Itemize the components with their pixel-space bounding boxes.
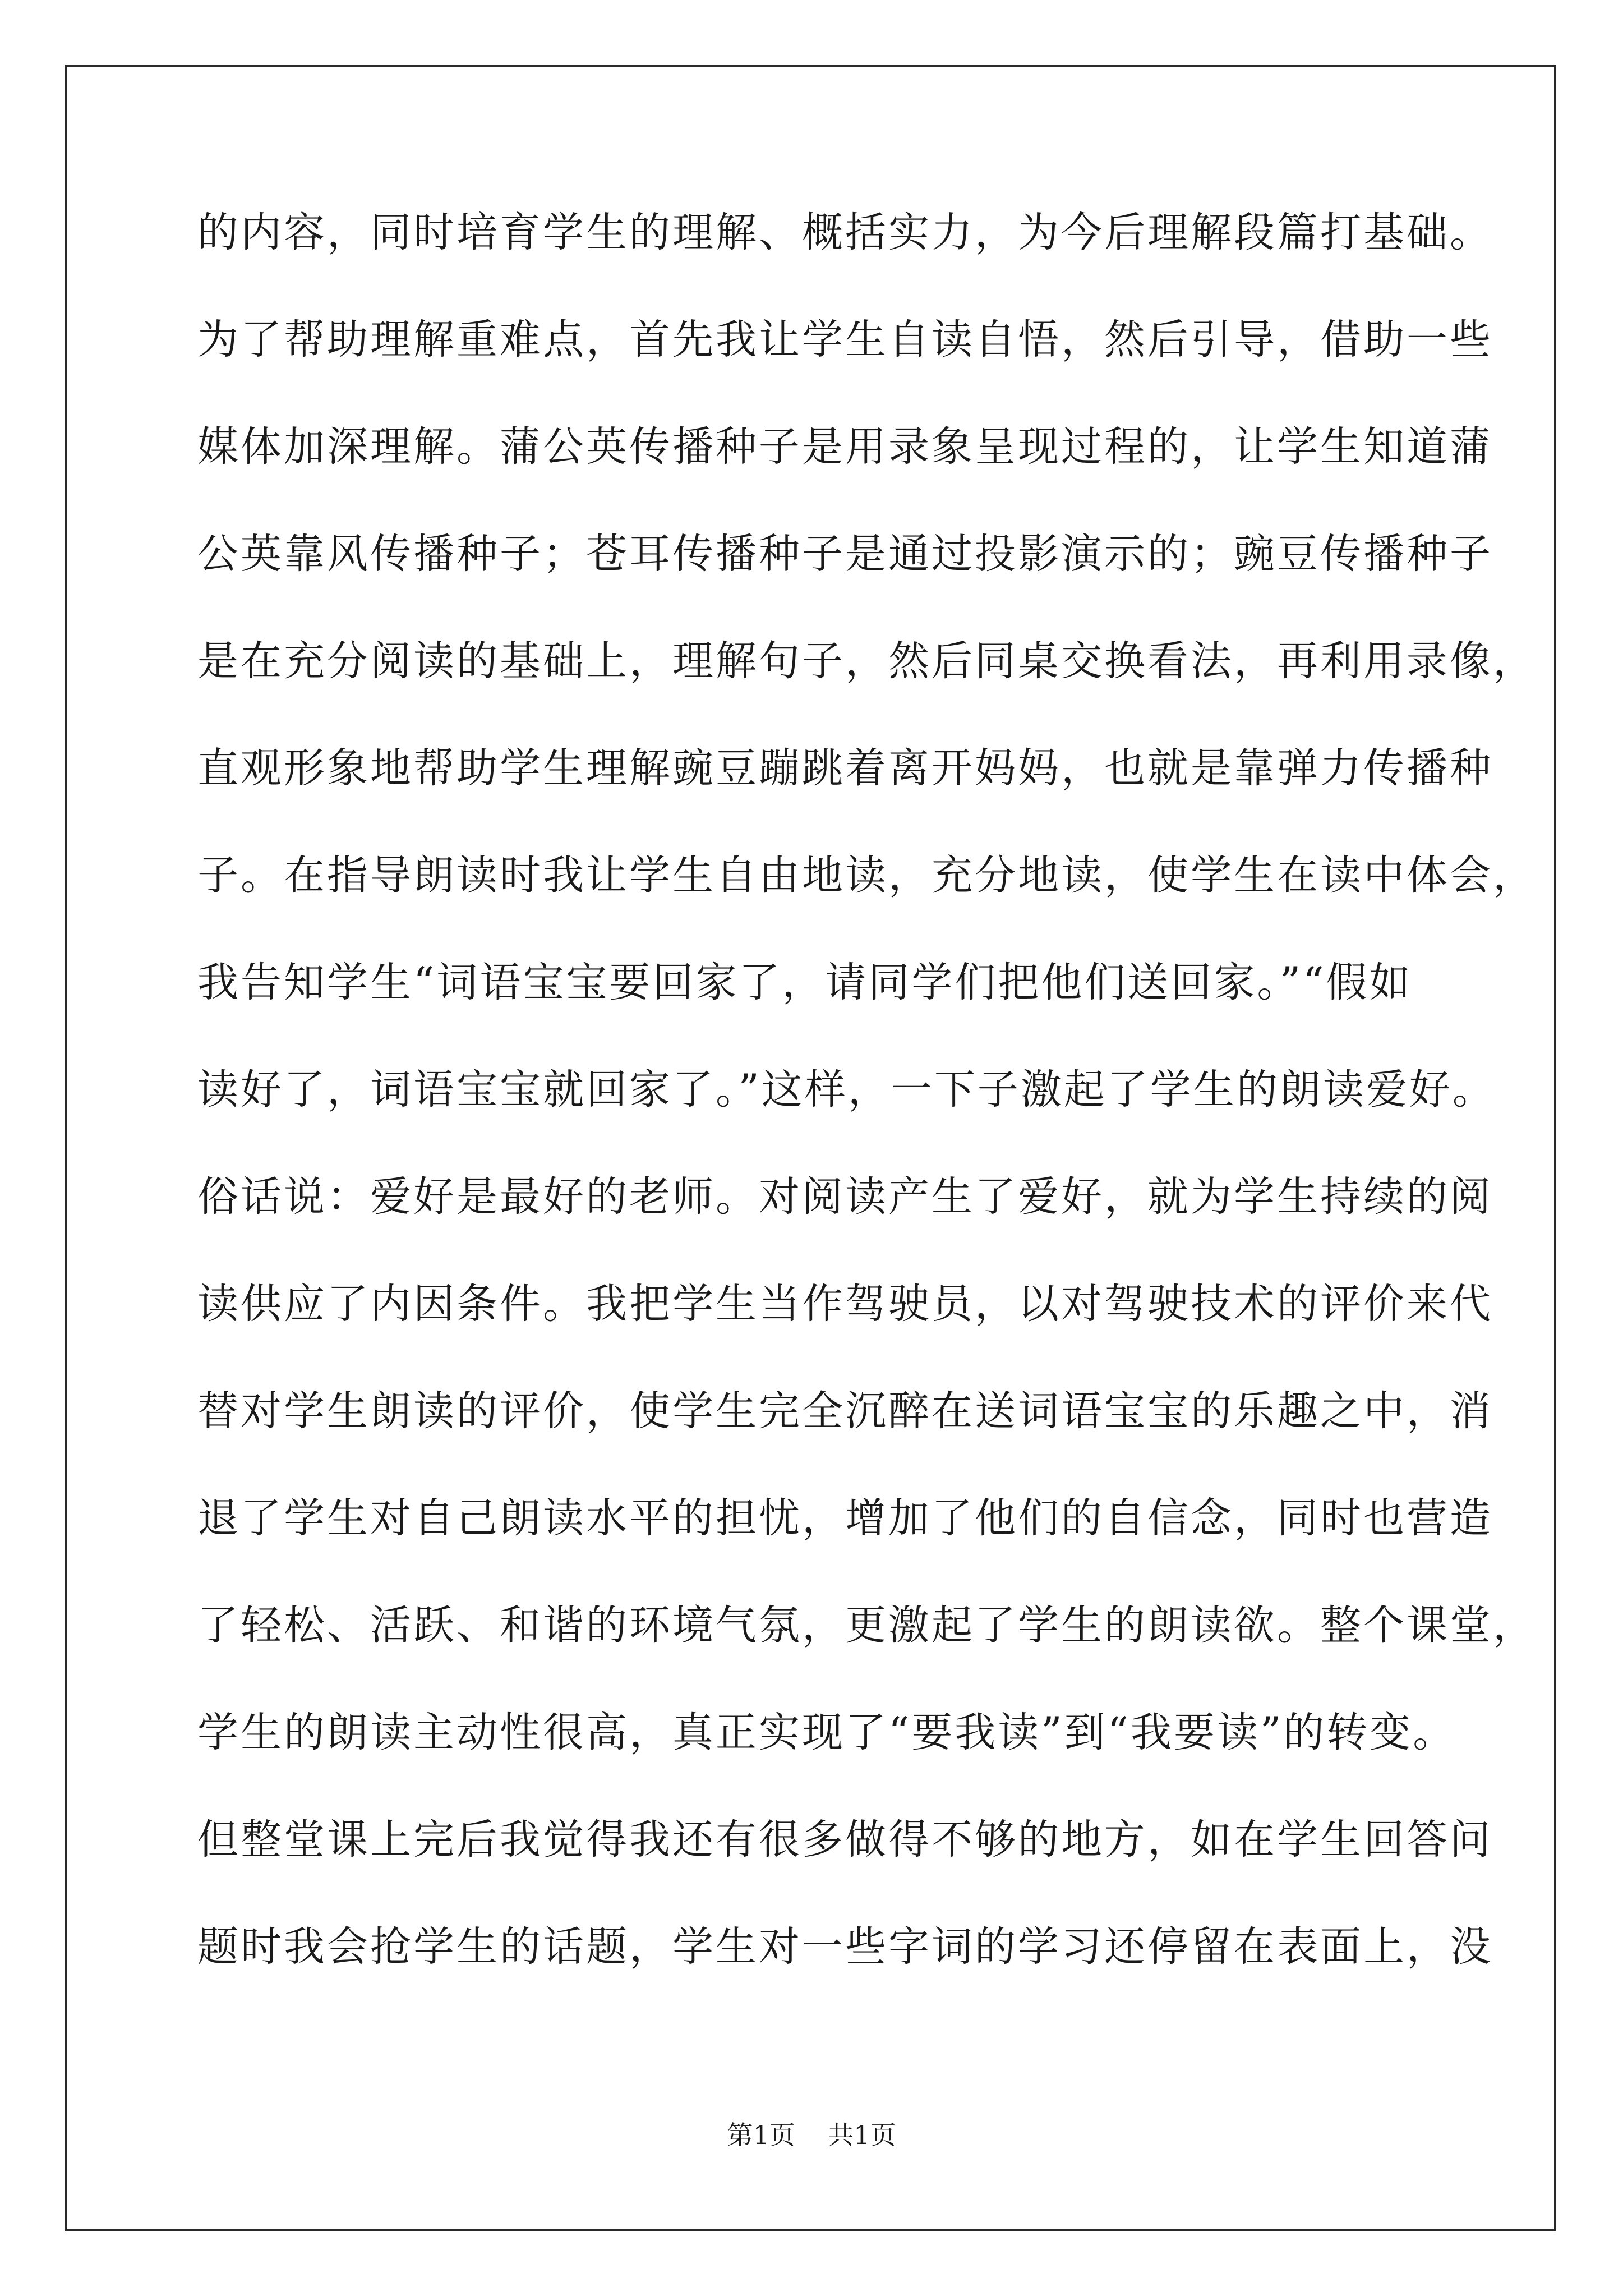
text-line: 子。在指导朗读时我让学生自由地读，充分地读，使学生在读中体会， [197,852,1536,899]
text-line: 我告知学生“词语宝宝要回家了，请同学们把他们送回家。”“假如 [197,959,1413,1006]
text-line: 的内容，同时培育学生的理解、概括实力，为今后理解段篇打基础。 [197,209,1493,256]
page-number-footer: 第1页 共1页 [727,2120,896,2150]
text-line: 了轻松、活跃、和谐的环境气氛，更激起了学生的朗读欲。整个课堂， [197,1602,1536,1649]
text-line: 为了帮助理解重难点，首先我让学生自读自悟，然后引导，借助一些 [197,316,1493,364]
text-line: 读好了，词语宝宝就回家了。”这样，一下子激起了学生的朗读爱好。 [197,1066,1496,1114]
text-line: 读供应了内因条件。我把学生当作驾驶员，以对驾驶技术的评价来代 [197,1280,1493,1328]
text-line: 媒体加深理解。蒲公英传播种子是用录象呈现过程的，让学生知道蒲 [197,423,1493,471]
document-body [197,202,1536,2023]
text-line: 但整堂课上完后我觉得我还有很多做得不够的地方，如在学生回答问 [197,1816,1493,1864]
text-line: 替对学生朗读的评价，使学生完全沉醉在送词语宝宝的乐趣之中，消 [197,1387,1493,1435]
text-line: 直观形象地帮助学生理解豌豆蹦跳着离开妈妈，也就是靠弹力传播种 [197,744,1493,792]
text-line: 退了学生对自己朗读水平的担忧，增加了他们的自信念，同时也营造 [197,1494,1493,1542]
text-line: 是在充分阅读的基础上，理解句子，然后同桌交换看法，再利用录像， [197,637,1536,685]
text-line: 公英靠风传播种子；苍耳传播种子是通过投影演示的；豌豆传播种子 [197,530,1493,578]
text-line: 俗话说：爱好是最好的老师。对阅读产生了爱好，就为学生持续的阅 [197,1173,1493,1221]
text-line: 题时我会抢学生的话题，学生对一些字词的学习还停留在表面上，没 [197,1923,1493,1971]
text-line: 学生的朗读主动性很高，真正实现了“要我读”到“我要读”的转变。 [197,1709,1456,1756]
